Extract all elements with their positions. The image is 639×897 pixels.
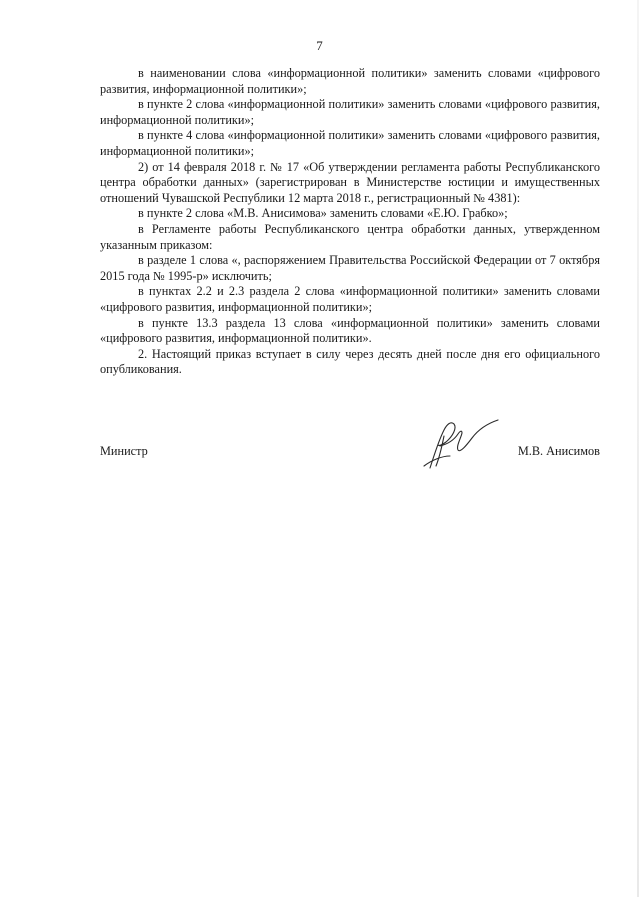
page-number: 7 [316,38,323,53]
paragraph: в разделе 1 слова «, распоряжением Правительства Российской Федерации от 7 октября 2015 года № 1995-р» исключить; [100,253,600,283]
paragraph: в Регламенте работы Республиканского центра обработки данных, утвержденном указанным приказом: [100,221,600,252]
paragraph: 2. Настоящий приказ вступает в силу через десять дней после дня его официального опубликования. [100,346,600,377]
signature-block [100,444,600,464]
paragraph: в пункте 2 слова «М.В. Анисимова» заменить словами «Е.Ю. Грабко»; [138,206,508,221]
paragraph: 2) от 14 февраля 2018 г. № 17 «Об утверждении регламента работы Республиканского центра обработки данных» (зарегистрирован в Министерстве юстиции и имущественных отношений Чувашской Республики 12 марта 2018 г., регистрационный № 4381): [100,159,600,205]
paragraph: в пункте 13.3 раздела 13 слова «информационной политики» заменить словами «цифрового развития, информационной политики». [100,315,600,346]
signer-name: М.В. Анисимов [517,444,600,458]
handwritten-signature-icon [420,416,510,472]
document-body [100,66,600,378]
paragraph: в пункте 2 слова «информационной политики» заменить словами «цифрового развития, информационной политики»; [100,97,600,127]
paragraph: в пункте 4 слова «информационной политики» заменить словами «цифрового развития, информационной политики»; [100,128,600,158]
paragraph: в наименовании слова «информационной политики» заменить словами «цифрового развития, информационной политики»; [100,66,600,96]
paragraph: в пунктах 2.2 и 2.3 раздела 2 слова «информационной политики» заменить словами «цифрового развития, информационной политики»; [100,284,600,314]
signer-title: Министр [100,444,148,458]
